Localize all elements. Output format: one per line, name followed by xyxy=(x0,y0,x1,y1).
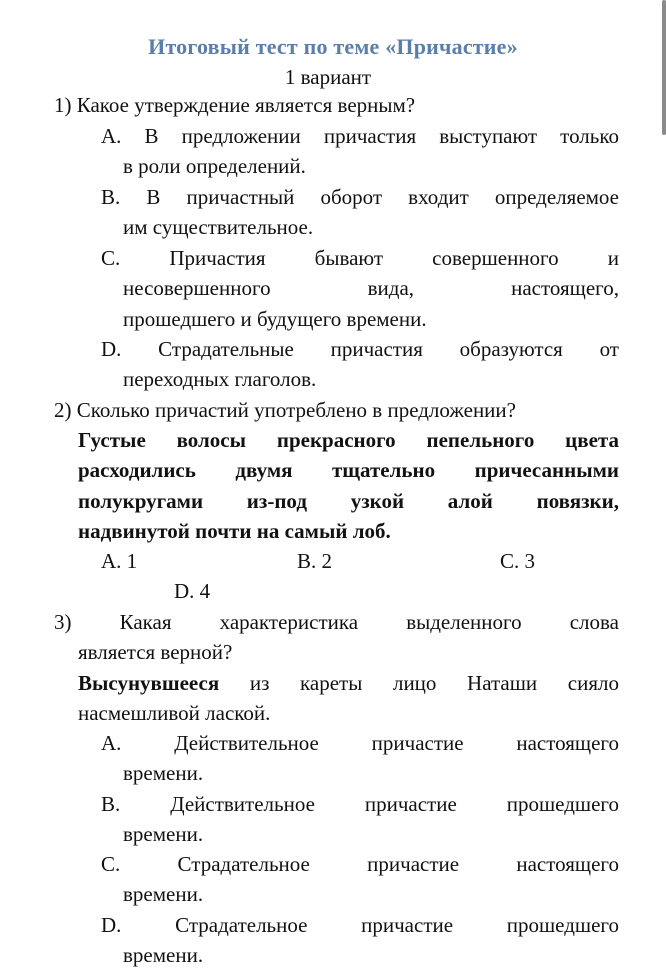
q3-option-d-line2: времени. xyxy=(123,943,204,967)
scroll-indicator[interactable] xyxy=(662,0,666,135)
q3-option-a-line1: A. Действительное причастие настоящего xyxy=(101,731,619,755)
q2-option-b: B. 2 xyxy=(297,549,333,573)
q3-highlighted-word: Высунувшееся xyxy=(78,671,220,695)
q1-option-b-line2: им существительное. xyxy=(123,215,314,239)
question-2: 2) Сколько причастий употреблено в предложении? xyxy=(54,398,516,422)
question-3-line2: является верной? xyxy=(78,640,233,664)
q1-option-c-line2: несовершенного вида, настоящего, xyxy=(123,276,619,300)
q2-sentence-line1: Густые волосы прекрасного пепельного цвета xyxy=(78,428,619,452)
q3-sentence-line1 xyxy=(78,670,619,696)
q3-option-b-line1: B. Действительное причастие прошедшего xyxy=(101,792,619,816)
q1-option-a-line1: A. В предложении причастия выступают только xyxy=(101,124,619,148)
q2-option-a: A. 1 xyxy=(101,549,138,573)
variant-label: 1 вариант xyxy=(284,65,372,89)
q2-sentence-line4: надвинутой почти на самый лоб. xyxy=(78,519,391,543)
q1-option-a-line2: в роли определений. xyxy=(123,154,306,178)
q2-sentence-line3: полукругами из-под узкой алой повязки, xyxy=(78,489,619,513)
q1-option-c-line3: прошедшего и будущего времени. xyxy=(123,307,427,331)
q1-option-d-line2: переходных глаголов. xyxy=(123,367,317,391)
q2-option-c: C. 3 xyxy=(500,549,536,573)
q1-option-c-line1: C. Причастия бывают совершенного и xyxy=(101,246,619,270)
question-1: 1) Какое утверждение является верным? xyxy=(54,93,416,117)
q3-option-a-line2: времени. xyxy=(123,761,204,785)
q3-option-d-line1: D. Страдательное причастие прошедшего xyxy=(101,913,619,937)
question-3-line1: 3) Какая характеристика выделенного слова xyxy=(54,610,619,634)
q1-option-d-line1: D. Страдательные причастия образуются от xyxy=(101,337,619,361)
page-title: Итоговый тест по теме «Причастие» xyxy=(148,34,518,59)
q2-option-d: D. 4 xyxy=(174,579,211,603)
q3-sentence-line2: насмешливой лаской. xyxy=(78,701,271,725)
q3-option-b-line2: времени. xyxy=(123,822,204,846)
q2-sentence-line2: расходились двумя тщательно причесанными xyxy=(78,458,619,482)
q1-option-b-line1: B. В причастный оборот входит определяемое xyxy=(101,185,619,209)
q3-option-c-line1: C. Страдательное причастие настоящего xyxy=(101,852,619,876)
q3-option-c-line2: времени. xyxy=(123,882,204,906)
q3-sentence-rest: из кареты лицо Наташи сияло xyxy=(219,671,619,695)
